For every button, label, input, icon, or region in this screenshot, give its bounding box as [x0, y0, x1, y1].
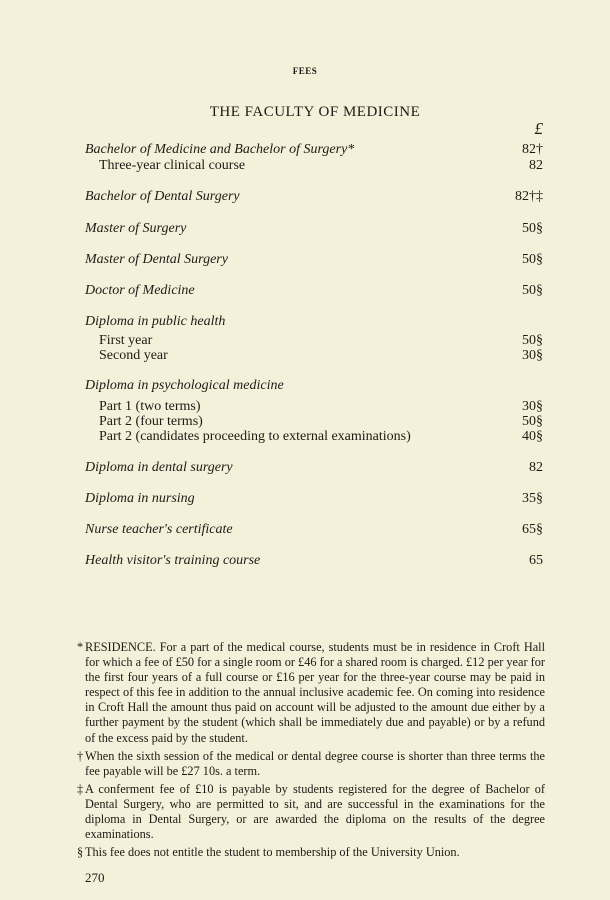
fee-row — [85, 142, 543, 157]
footnote-text: This fee does not entitle the student to membership of the University Union. — [85, 845, 460, 860]
fee-row — [85, 414, 543, 429]
fee-amount: 65§ — [522, 522, 543, 537]
fee-row — [85, 158, 543, 173]
fee-row — [85, 460, 543, 475]
fee-row — [85, 221, 543, 236]
fee-label: Health visitor's training course — [85, 553, 261, 568]
fee-amount: 82 — [529, 460, 543, 475]
fee-row — [85, 378, 543, 393]
fee-amount: 40§ — [522, 429, 543, 444]
currency-header: £ — [534, 119, 543, 138]
fee-label: Bachelor of Medicine and Bachelor of Surgery* — [85, 142, 355, 157]
fee-amount: 82†‡ — [515, 189, 543, 204]
footnote — [77, 640, 545, 746]
fee-amount: 50§ — [522, 252, 543, 267]
footnote — [77, 748, 545, 779]
footnote-mark: § — [77, 845, 84, 860]
footnote-mark: * — [77, 640, 84, 654]
running-head: FEES — [292, 66, 318, 76]
fee-label: Master of Surgery — [85, 221, 187, 236]
fee-label: Master of Dental Surgery — [85, 252, 228, 267]
fee-amount: 30§ — [522, 348, 543, 363]
fee-row — [85, 491, 543, 506]
fee-row — [85, 283, 543, 298]
footnote — [77, 781, 545, 842]
fee-label: First year — [99, 333, 153, 348]
fee-label: Bachelor of Dental Surgery — [85, 189, 240, 204]
fee-row — [85, 429, 543, 444]
fee-row — [85, 553, 543, 568]
page-bottom — [77, 640, 545, 886]
fee-label: Diploma in dental surgery — [85, 460, 233, 475]
fee-label: Part 2 (four terms) — [99, 414, 203, 429]
fee-label: Diploma in nursing — [85, 491, 195, 506]
fee-amount: 50§ — [522, 414, 543, 429]
fee-amount: 50§ — [522, 333, 543, 348]
footnote-text: When the sixth session of the medical or dental degree course is shorter than three terms the fee payable will be £27 10s. a term. — [85, 748, 545, 778]
page-title: THE FACULTY OF MEDICINE — [209, 104, 421, 120]
page-number: 270 — [85, 870, 105, 886]
fee-amount: 65 — [529, 553, 543, 568]
fee-row — [85, 348, 543, 363]
fee-amount: 82† — [522, 142, 543, 157]
fee-row — [85, 189, 543, 204]
footnote — [77, 845, 545, 860]
fee-row — [85, 333, 543, 348]
footnote-text: RESIDENCE. For a part of the medical course, students must be in residence in Croft Hall for which a fee of £50 for a single room or £46 for a shared room is charged. £12 per year for the first four years of a full course or £16 per year for the three-year course may be paid in respect of this fee in addition to the annual inclusive academic fee. On coming into residence in Croft Hall the amount thus paid on account will be adjusted to the amount due either by a further payment by the student (which shall be immediately due and payable) or by a refund of the excess paid by the student. — [85, 640, 545, 745]
footnote-mark: † — [77, 748, 84, 763]
fee-label: Part 2 (candidates proceeding to external examinations) — [99, 429, 411, 444]
fee-label: Second year — [99, 348, 168, 363]
fee-label: Doctor of Medicine — [85, 283, 195, 298]
fee-label: Three-year clinical course — [99, 158, 246, 173]
fee-amount: 50§ — [522, 221, 543, 236]
fee-amount: 35§ — [522, 491, 543, 506]
fee-label: Part 1 (two terms) — [99, 399, 201, 414]
footnote-mark: ‡ — [77, 781, 84, 796]
footnote-text: A conferment fee of £10 is payable by students registered for the degree of Bachelor of Dental Surgery, who are permitted to sit, and are successful in the examinations for the diploma in Dental Surgery, or are awarded the diploma on the results of the degree examinations. — [85, 781, 545, 842]
fee-label: Diploma in psychological medicine — [85, 378, 284, 393]
fee-row — [85, 252, 543, 267]
fee-amount: 30§ — [522, 399, 543, 414]
fee-row — [85, 314, 543, 329]
fee-row — [85, 522, 543, 537]
fee-label: Diploma in public health — [85, 314, 226, 329]
fee-label: Nurse teacher's certificate — [85, 522, 233, 537]
fee-amount: 82 — [529, 158, 543, 173]
footnotes — [77, 640, 545, 860]
fee-row — [85, 399, 543, 414]
fee-amount: 50§ — [522, 283, 543, 298]
